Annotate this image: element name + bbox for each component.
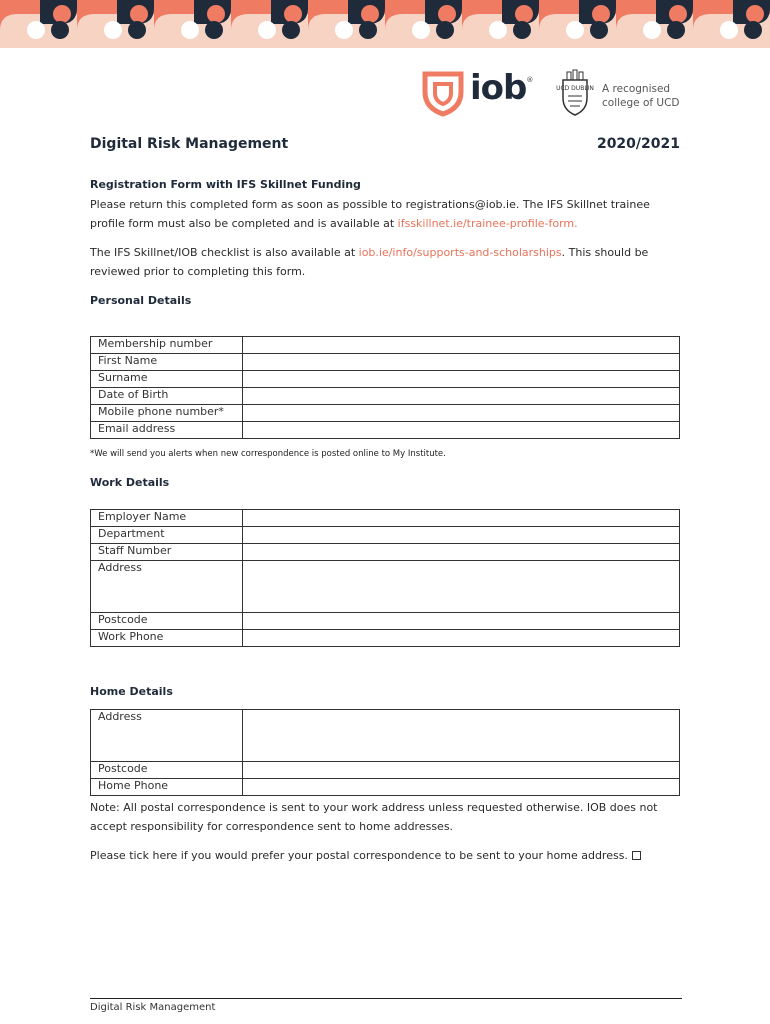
home-address-preference	[90, 846, 680, 865]
header-logos	[420, 70, 690, 120]
supports-link[interactable]: iob.ie/info/supports-and-scholarships	[358, 246, 562, 259]
field-label: Work Phone	[91, 630, 243, 647]
table-row	[91, 354, 680, 371]
department-field[interactable]	[243, 527, 680, 544]
recognised-line-2: college of UCD	[602, 97, 680, 109]
field-label: Mobile phone number*	[91, 405, 243, 422]
table-row	[91, 388, 680, 405]
staff-number-field[interactable]	[243, 544, 680, 561]
page-title: Digital Risk Management	[90, 136, 289, 152]
checklist-paragraph	[90, 243, 680, 281]
date-of-birth-field[interactable]	[243, 388, 680, 405]
field-label: Department	[91, 527, 243, 544]
banner-pattern	[0, 0, 770, 48]
intro-text: Please return this completed form as soon as possible to registrations@iob.ie. The IFS Skillnet trainee profile form must also be completed and is available at	[90, 198, 650, 230]
ucd-crest-text: UCD DUBLIN	[556, 85, 594, 92]
home-address-checkbox[interactable]	[632, 851, 641, 860]
table-row	[91, 510, 680, 527]
work-details-table	[90, 509, 680, 647]
email-address-field[interactable]	[243, 422, 680, 439]
personal-details-heading: Personal Details	[90, 294, 192, 307]
table-row	[91, 630, 680, 647]
work-postcode-field[interactable]	[243, 613, 680, 630]
table-row	[91, 337, 680, 354]
field-label: Postcode	[91, 762, 243, 779]
home-phone-field[interactable]	[243, 779, 680, 796]
home-details-table	[90, 709, 680, 796]
field-label: Membership number	[91, 337, 243, 354]
iob-shield-icon	[422, 70, 464, 116]
intro-paragraph	[90, 195, 680, 233]
table-row	[91, 422, 680, 439]
academic-year: 2020/2021	[596, 136, 680, 152]
table-row	[91, 710, 680, 762]
checklist-text: The IFS Skillnet/IOB checklist is also available at	[90, 246, 359, 259]
alerts-note: *We will send you alerts when new correspondence is posted online to My Institute.	[90, 449, 446, 459]
home-details-heading: Home Details	[90, 685, 173, 698]
form-heading: Registration Form with IFS Skillnet Funding	[90, 178, 361, 191]
ucd-recognition-text	[602, 82, 692, 110]
home-address-field[interactable]	[243, 710, 680, 762]
iob-logo-text: iob®	[470, 68, 533, 108]
table-row	[91, 779, 680, 796]
field-label: Date of Birth	[91, 388, 243, 405]
personal-details-table	[90, 336, 680, 439]
trainee-profile-link[interactable]: ifsskillnet.ie/trainee-profile-form.	[397, 217, 578, 230]
footer-divider	[90, 998, 682, 999]
field-label: Postcode	[91, 613, 243, 630]
membership-number-field[interactable]	[243, 337, 680, 354]
table-row	[91, 405, 680, 422]
surname-field[interactable]	[243, 371, 680, 388]
table-row	[91, 561, 680, 613]
work-address-field[interactable]	[243, 561, 680, 613]
postal-note: Note: All postal correspondence is sent to your work address unless requested otherwise. IOB does not accept responsibility for correspondence sent to home addresses.	[90, 801, 658, 833]
field-label: Employer Name	[91, 510, 243, 527]
table-row	[91, 371, 680, 388]
field-label: Staff Number	[91, 544, 243, 561]
ucd-crest-icon	[556, 70, 594, 116]
field-label: Email address	[91, 422, 243, 439]
footer-title: Digital Risk Management	[90, 1002, 216, 1013]
mobile-phone-field[interactable]	[243, 405, 680, 422]
first-name-field[interactable]	[243, 354, 680, 371]
table-row	[91, 544, 680, 561]
checklist-text-end: . This should be reviewed prior to completing this form.	[90, 246, 649, 278]
decorative-banner	[0, 0, 770, 48]
employer-name-field[interactable]	[243, 510, 680, 527]
field-label: Address	[91, 561, 243, 613]
table-row	[91, 527, 680, 544]
recognised-line-1: A recognised	[602, 83, 671, 95]
home-postcode-field[interactable]	[243, 762, 680, 779]
preference-text: Please tick here if you would prefer your postal correspondence to be sent to your home address.	[90, 849, 628, 862]
work-phone-field[interactable]	[243, 630, 680, 647]
field-label: Surname	[91, 371, 243, 388]
table-row	[91, 613, 680, 630]
field-label: Home Phone	[91, 779, 243, 796]
work-details-heading: Work Details	[90, 476, 170, 489]
field-label: Address	[91, 710, 243, 762]
field-label: First Name	[91, 354, 243, 371]
table-row	[91, 762, 680, 779]
